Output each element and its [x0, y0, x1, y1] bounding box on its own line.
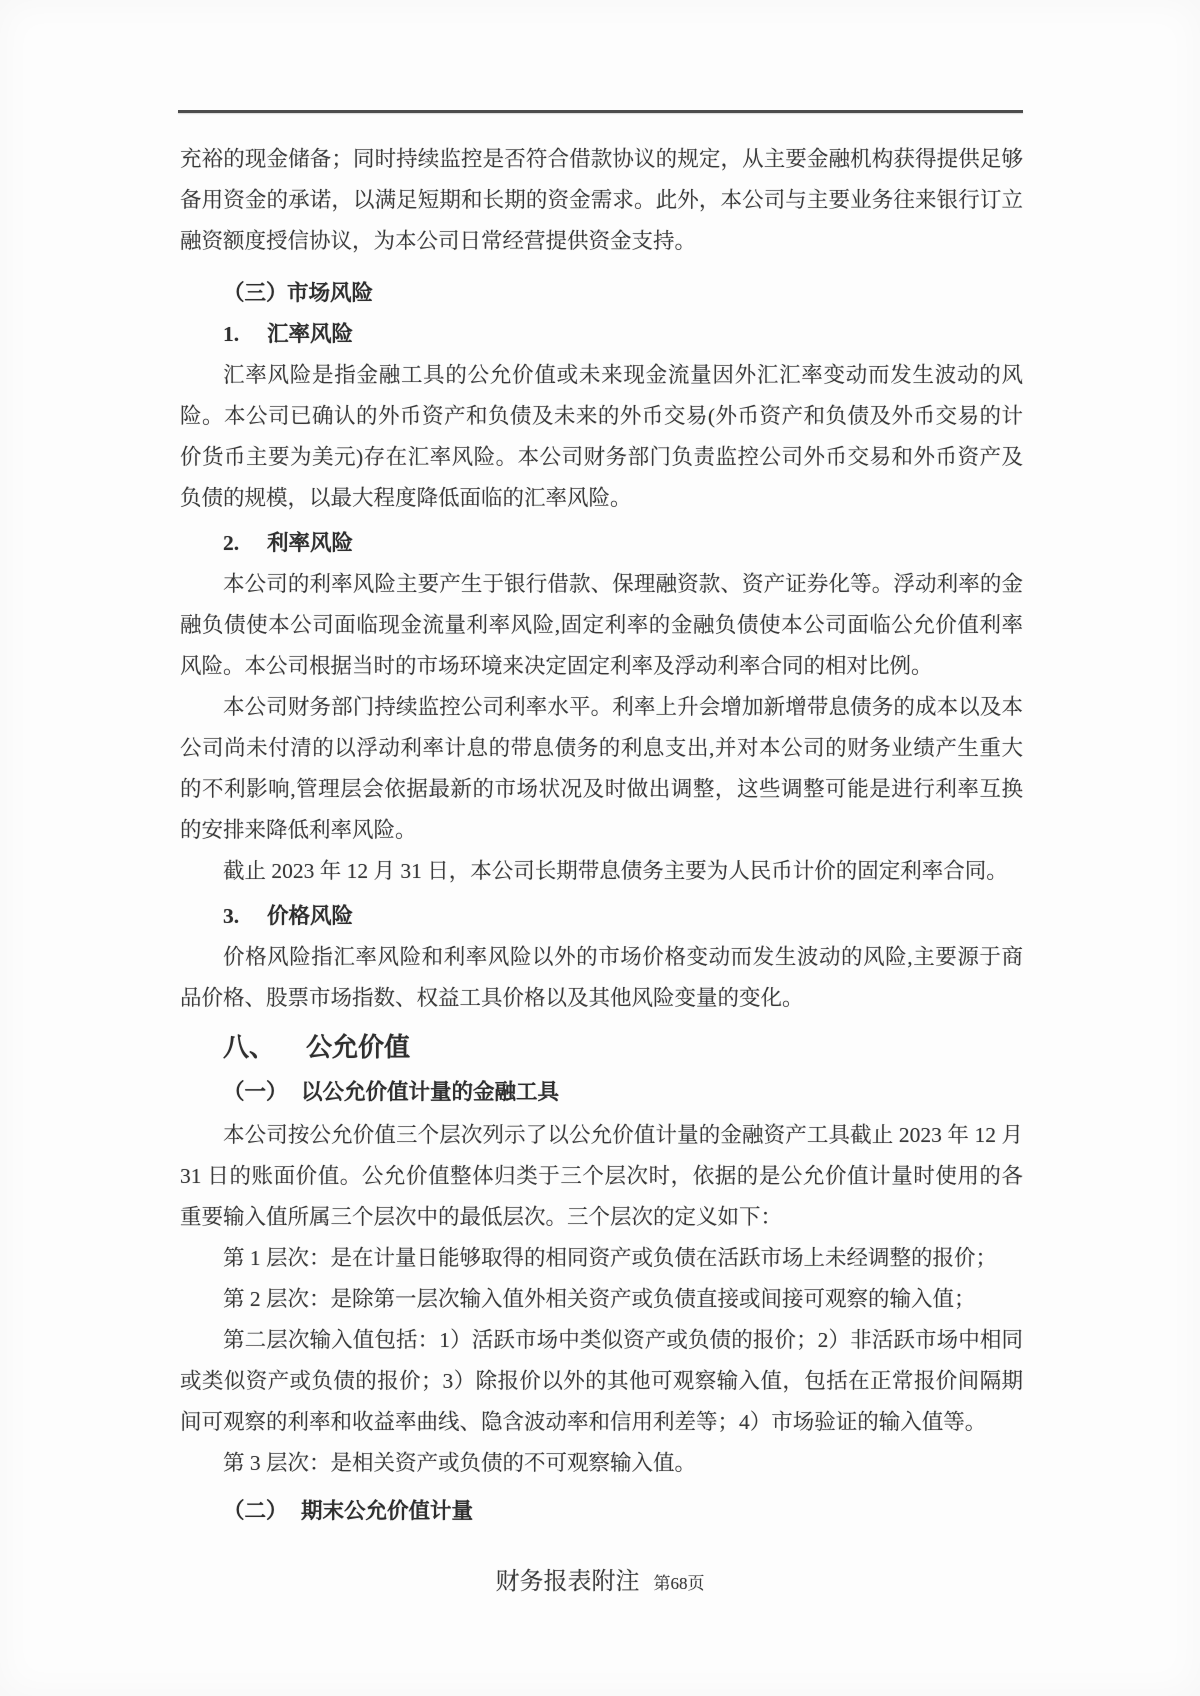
- heading-market-risk: [180, 273, 1023, 314]
- para-fv-levels-intro: 本公司按公允价值三个层次列示了以公允价值计量的金融资产工具截止 2023 年 12 月 31 日的账面价值。公允价值整体归类于三个层次时，依据的是公允价值计量时使用的各重要输入值所属三个层次中的最低层次。三个层次的定义如下：: [180, 1123, 1023, 1229]
- heading-fv-instruments: [180, 1072, 1023, 1113]
- heading-fv-instruments-title: 以公允价值计量的金融工具: [301, 1080, 560, 1104]
- para-fv-level3: 第 3 层次：是相关资产或负债的不可观察输入值。: [223, 1451, 697, 1475]
- heading-fv-period-end-title: 期末公允价值计量: [301, 1499, 474, 1523]
- page-footer: [0, 1561, 1200, 1596]
- intro-continuation-paragraph: 充裕的现金储备；同时持续监控是否符合借款协议的规定，从主要金融机构获得提供足够备用资金的承诺，以满足短期和长期的资金需求。此外，本公司与主要业务往来银行订立融资额度授信协议，为本公司日常经营提供资金支持。: [180, 147, 1023, 253]
- para-price-risk: 价格风险指汇率风险和利率风险以外的市场价格变动而发生波动的风险,主要源于商品价格、股票市场指数、权益工具价格以及其他风险变量的变化。: [180, 945, 1023, 1010]
- document-body: [180, 139, 1023, 1532]
- heading-price-risk-title: 价格风险: [267, 904, 354, 928]
- header-divider: [178, 110, 1023, 113]
- para-fx-risk: 汇率风险是指金融工具的公允价值或未来现金流量因外汇汇率变动而发生波动的风险。本公司已确认的外币资产和负债及未来的外币交易(外币资产和负债及外币交易的计价货币主要为美元)存在汇率风险。本公司财务部门负责监控公司外币交易和外币资产及负债的规模，以最大程度降低面临的汇率风险。: [180, 363, 1023, 510]
- footer-label: 财务报表附注: [495, 1569, 640, 1595]
- heading-fx-risk: [180, 314, 1023, 355]
- heading-fx-risk-title: 汇率风险: [267, 322, 354, 346]
- heading-interest-risk-number: 2.: [223, 531, 240, 555]
- heading-fair-value: [180, 1026, 1023, 1070]
- heading-price-risk: [180, 896, 1023, 937]
- para-interest-risk-2: 本公司财务部门持续监控公司利率水平。利率上升会增加新增带息债务的成本以及本公司尚未付清的以浮动利率计息的带息债务的利息支出,并对本公司的财务业绩产生重大的不利影响,管理层会依据最新的市场状况及时做出调整，这些调整可能是进行利率互换的安排来降低利率风险。: [180, 695, 1023, 842]
- footer-page-number: 第68页: [653, 1574, 705, 1593]
- para-interest-risk-3: 截止 2023 年 12 月 31 日，本公司长期带息债务主要为人民币计价的固定利率合同。: [223, 859, 1008, 883]
- heading-interest-risk: [180, 523, 1023, 564]
- heading-fv-period-end-number: （二）: [223, 1499, 288, 1523]
- heading-fv-instruments-number: （一）: [223, 1080, 288, 1104]
- heading-interest-risk-title: 利率风险: [267, 531, 354, 555]
- heading-market-risk-number: （三）: [223, 281, 288, 305]
- heading-fair-value-title: 公允价值: [306, 1033, 411, 1062]
- heading-fair-value-number: 八、: [223, 1033, 276, 1062]
- heading-price-risk-number: 3.: [223, 904, 240, 928]
- para-interest-risk-1: 本公司的利率风险主要产生于银行借款、保理融资款、资产证券化等。浮动利率的金融负债使本公司面临现金流量利率风险,固定利率的金融负债使本公司面临公允价值利率风险。本公司根据当时的市场环境来决定固定利率及浮动利率合同的相对比例。: [180, 572, 1023, 678]
- para-fv-level2: 第 2 层次：是除第一层次输入值外相关资产或负债直接或间接可观察的输入值；: [223, 1287, 976, 1311]
- heading-fv-period-end: [180, 1491, 1023, 1532]
- para-fv-level2-detail: 第二层次输入值包括：1）活跃市场中类似资产或负债的报价；2）非活跃市场中相同或类似资产或负债的报价；3）除报价以外的其他可观察输入值，包括在正常报价间隔期间可观察的利率和收益率曲线、隐含波动率和信用利差等；4）市场验证的输入值等。: [180, 1328, 1023, 1434]
- heading-fx-risk-number: 1.: [223, 322, 240, 346]
- para-fv-level1: 第 1 层次：是在计量日能够取得的相同资产或负债在活跃市场上未经调整的报价；: [223, 1246, 998, 1270]
- heading-market-risk-title: 市场风险: [287, 281, 374, 305]
